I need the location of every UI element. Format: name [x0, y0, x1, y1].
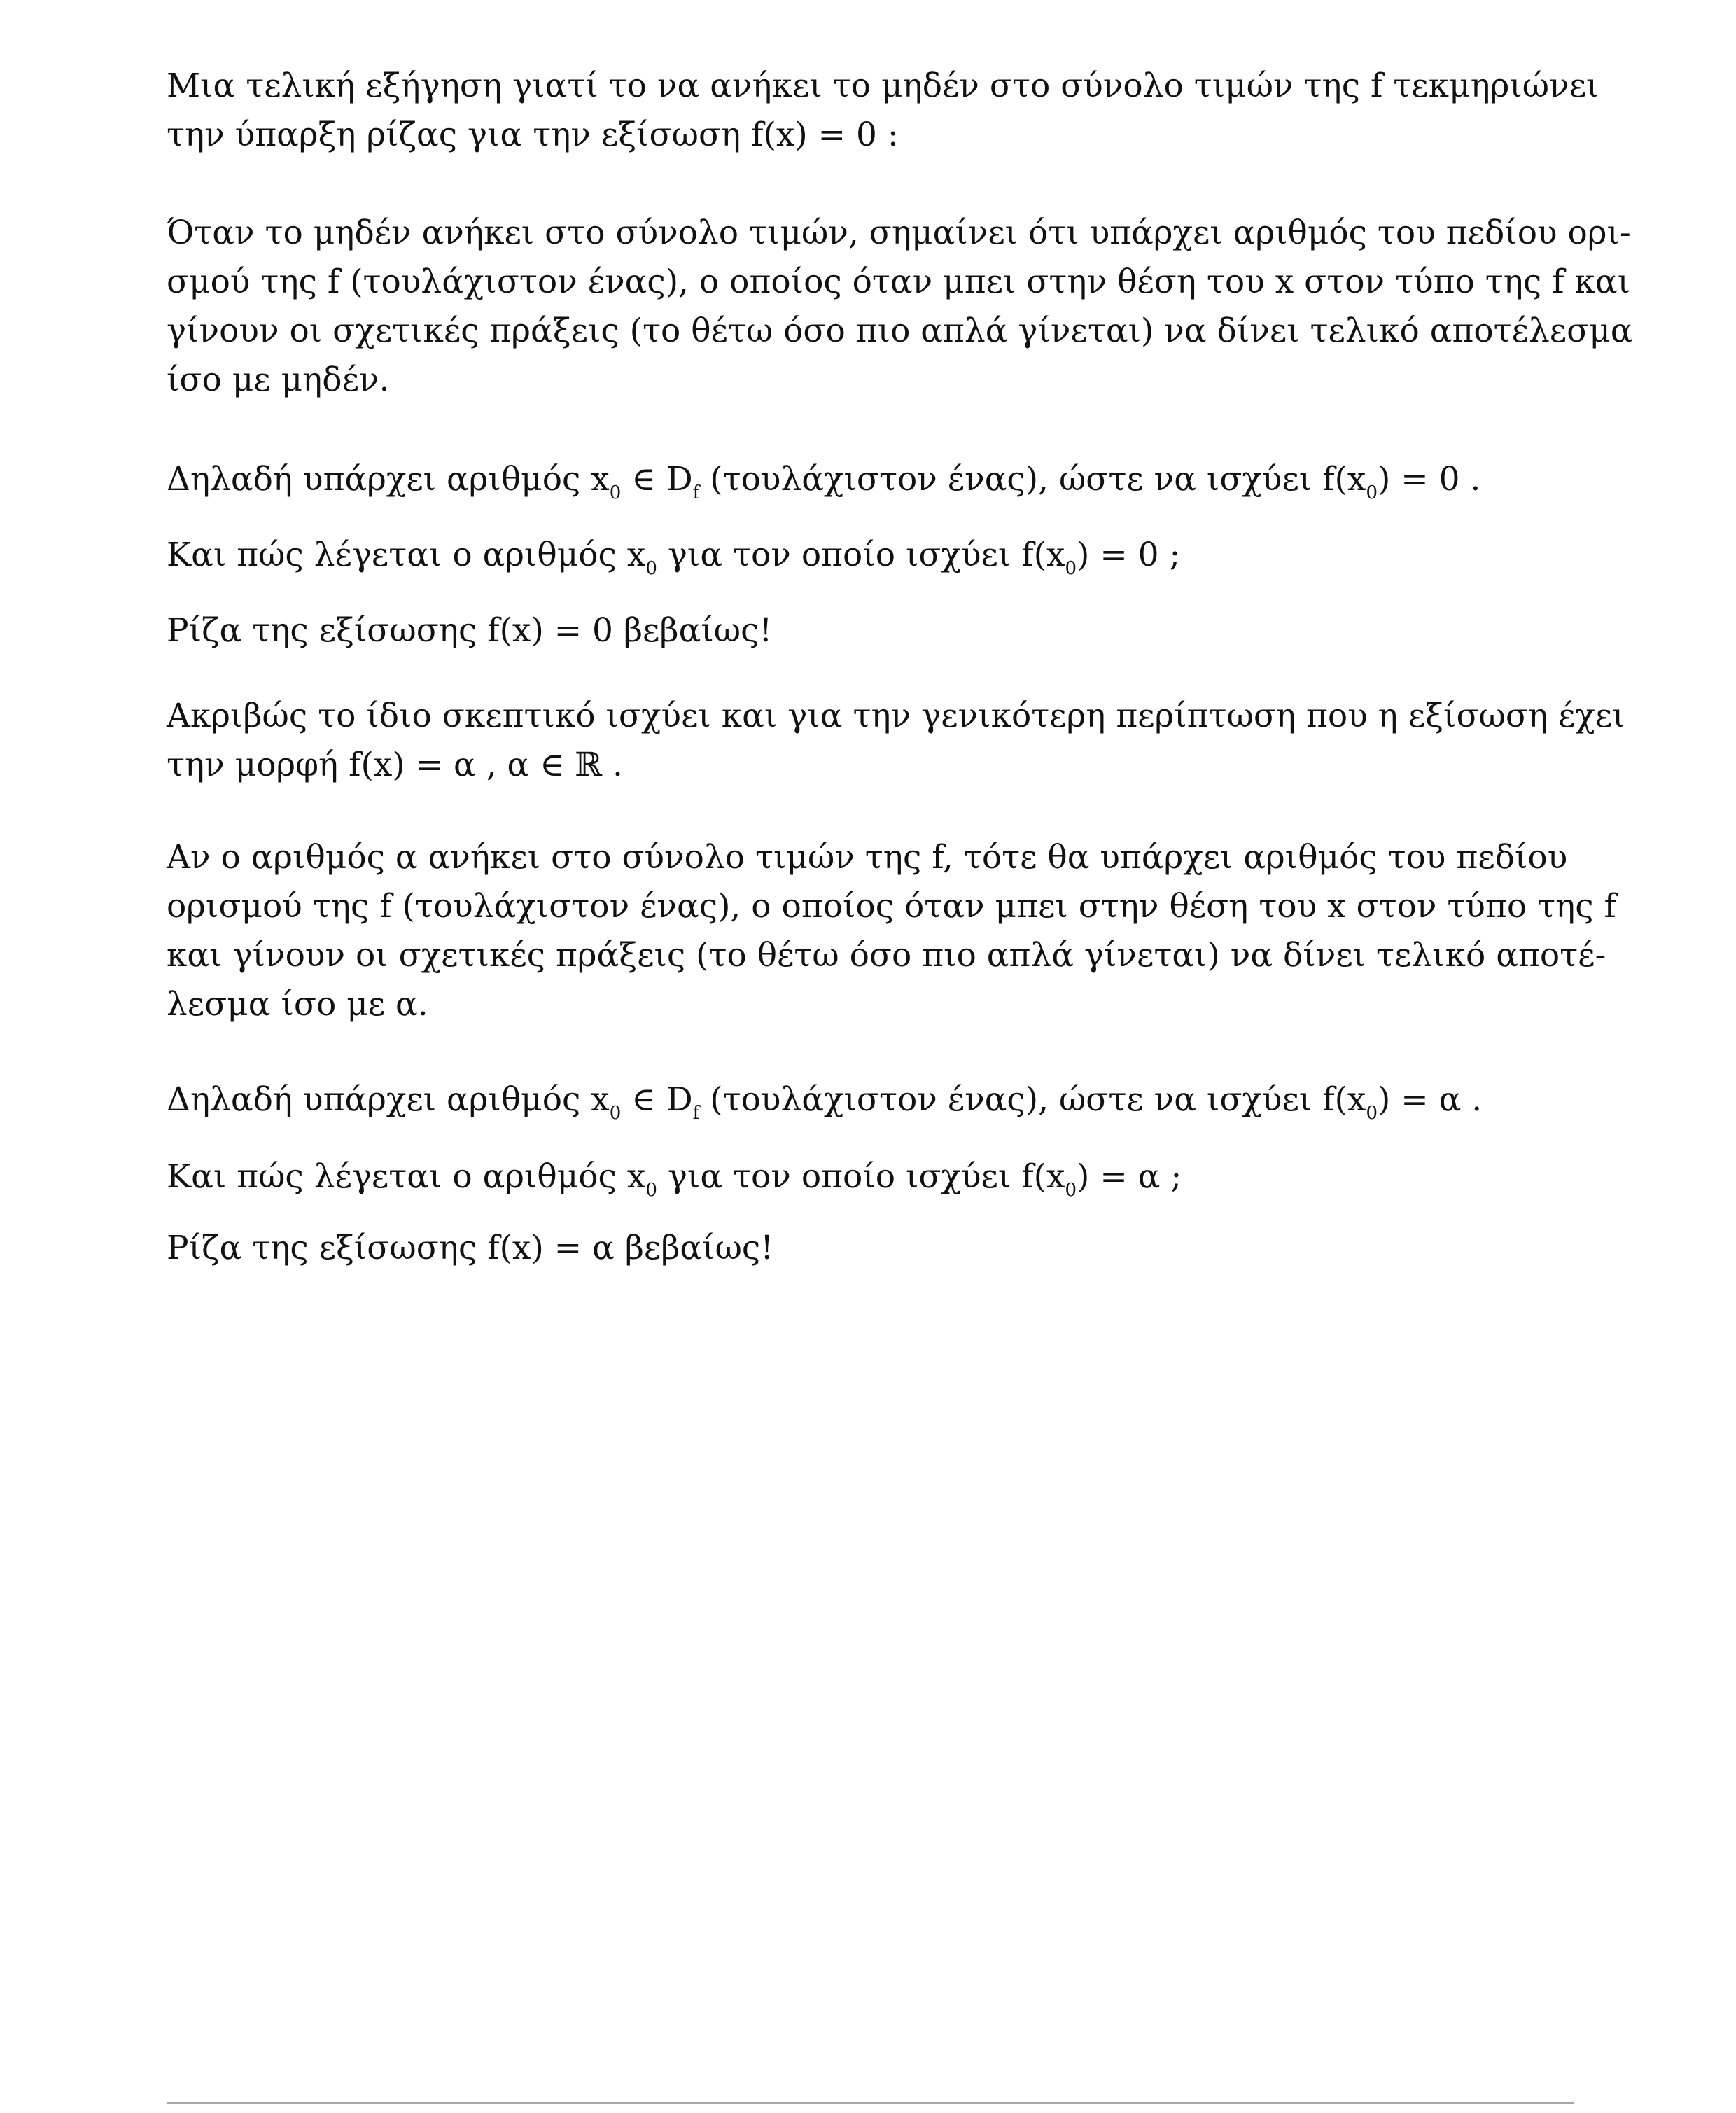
text-segment: ) = α ;	[1077, 1157, 1182, 1196]
subscript: f	[692, 482, 700, 503]
text-segment: Και πώς λέγεται ο αριθμός x	[167, 1157, 646, 1196]
text-line: Ρίζα της εξίσωσης f(x) = α βεβαίως!	[167, 1229, 774, 1267]
zero-explanation-paragraph	[167, 209, 1633, 405]
subscript: 0	[1065, 558, 1077, 579]
text-segment: (τουλάχιστον ένας), ώστε να ισχύει f(x	[699, 1080, 1366, 1119]
math-line	[167, 531, 1574, 580]
text-segment: (τουλάχιστον ένας), ώστε να ισχύει f(x	[699, 460, 1366, 498]
math-line	[167, 455, 1574, 504]
text-segment: για τον οποίο ισχύει f(x	[657, 1157, 1065, 1196]
zero-existence-statement	[167, 455, 1574, 504]
text-line: ορισμού της f (τουλάχιστον ένας), ο οποίος όταν μπει στην θέση του x στον τύπο της f	[167, 887, 1616, 926]
text-line: Αν ο αριθμός α ανήκει στο σύνολο τιμών της f, τότε θα υπάρχει αριθμός του πεδίου	[167, 838, 1568, 877]
subscript: 0	[609, 1103, 622, 1124]
text-line: σμού της f (τουλάχιστον ένας), ο οποίος όταν μπει στην θέση του x στον τύπο της f και	[167, 263, 1631, 301]
subscript: 0	[645, 558, 657, 579]
text-segment: ) = α .	[1377, 1080, 1483, 1119]
text-line: γίνουν οι σχετικές πράξεις (το θέτω όσο πιο απλά γίνεται) να δίνει τελικό αποτέλεσμα	[167, 312, 1633, 350]
math-line	[167, 1152, 1574, 1201]
subscript: 0	[1366, 482, 1378, 503]
text-segment: Δηλαδή υπάρχει αριθμός x	[167, 460, 610, 498]
text-line: Ακριβώς το ίδιο σκεπτικό ισχύει και για την γενικότερη περίπτωση που η εξίσωση έχει	[167, 697, 1625, 735]
text-segment: Και πώς λέγεται ο αριθμός x	[167, 536, 646, 574]
text-segment: ∈ D	[621, 460, 693, 498]
text-line: Ρίζα της εξίσωσης f(x) = 0 βεβαίως!	[167, 611, 773, 650]
general-case-paragraph	[167, 692, 1625, 790]
math-line	[167, 1075, 1574, 1124]
subscript: 0	[645, 1180, 657, 1201]
alpha-existence-statement	[167, 1075, 1574, 1124]
subscript: 0	[609, 482, 622, 503]
text-line: Μια τελική εξήγηση γιατί το να ανήκει το μηδέν στο σύνολο τιμών της f τεκμηριώνει	[167, 67, 1600, 105]
text-segment: ) = 0 .	[1377, 460, 1481, 498]
zero-answer-statement	[167, 606, 1574, 655]
alpha-answer-statement	[167, 1224, 1574, 1273]
text-line: ίσο με μηδέν.	[167, 361, 390, 399]
text-line: και γίνουν οι σχετικές πράξεις (το θέτω όσο πιο απλά γίνεται) να δίνει τελικό αποτέ-	[167, 936, 1606, 975]
text-line: την ύπαρξη ρίζας για την εξίσωση f(x) = 0 :	[167, 116, 899, 154]
text-line: την μορφή f(x) = α , α ∈ ℝ .	[167, 746, 623, 784]
footer-divider	[167, 2102, 1574, 2104]
zero-question-statement	[167, 531, 1574, 580]
text-segment: για τον οποίο ισχύει f(x	[657, 536, 1065, 574]
alpha-question-statement	[167, 1152, 1574, 1201]
text-segment: Δηλαδή υπάρχει αριθμός x	[167, 1080, 610, 1119]
text-segment: ∈ D	[621, 1080, 693, 1119]
subscript: f	[692, 1103, 700, 1124]
alpha-explanation-paragraph	[167, 833, 1616, 1029]
text-line: λεσμα ίσο με α.	[167, 985, 428, 1024]
subscript: 0	[1065, 1180, 1077, 1201]
intro-paragraph	[167, 62, 1600, 160]
text-line: Όταν το μηδέν ανήκει στο σύνολο τιμών, σημαίνει ότι υπάρχει αριθμός του πεδίου ορι-	[167, 214, 1631, 252]
subscript: 0	[1366, 1103, 1378, 1124]
text-segment: ) = 0 ;	[1077, 536, 1181, 574]
